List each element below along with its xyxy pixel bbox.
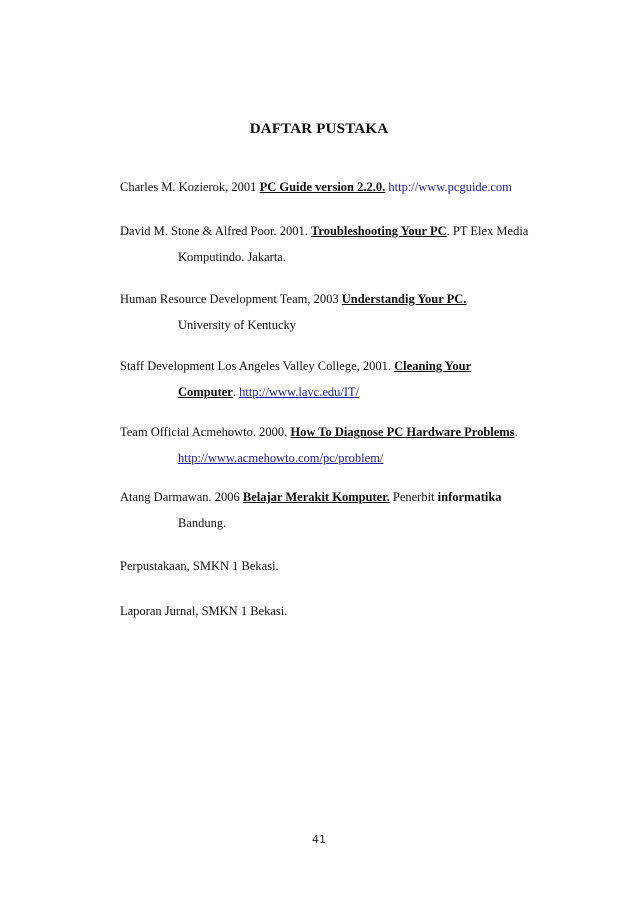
- reference-author: Laporan Jurnal, SMKN 1 Bekasi.: [120, 604, 288, 618]
- reference-punctuation: .: [514, 425, 518, 439]
- reference-author: Atang Darmawan. 2006: [120, 490, 243, 504]
- reference-entry: [120, 553, 560, 579]
- reference-author: Team Official Acmehowto. 2000.: [120, 425, 291, 439]
- reference-title: Troubleshooting Your PC: [310, 224, 447, 238]
- reference-title: Cleaning Your: [394, 359, 472, 373]
- page-number: 41: [312, 833, 326, 846]
- reference-author: Staff Development Los Angeles Valley College, 2001.: [120, 359, 395, 373]
- reference-entry: [120, 353, 560, 405]
- reference-entry: [120, 419, 560, 471]
- reference-author: Charles M. Kozierok, 2001: [120, 180, 260, 194]
- reference-author: Perpustakaan, SMKN 1 Bekasi.: [120, 559, 279, 573]
- reference-entry: [120, 174, 560, 200]
- reference-publisher: . PT Elex Media: [446, 224, 529, 238]
- reference-continuation: [120, 445, 560, 471]
- reference-url-link[interactable]: http://www.pcguide.com: [388, 180, 512, 194]
- reference-title: Understandig Your PC.: [341, 292, 467, 306]
- reference-title: Belajar Merakit Komputer.: [242, 490, 390, 504]
- reference-entry: [120, 218, 560, 270]
- reference-publisher-prefix: Penerbit: [389, 490, 438, 504]
- reference-author: Human Resource Development Team, 2003: [120, 292, 342, 306]
- reference-entry: [120, 286, 560, 338]
- reference-entry: [120, 598, 560, 624]
- reference-url-link[interactable]: http://www.acmehowto.com/pc/problem/: [178, 451, 384, 465]
- reference-url-link[interactable]: http://www.lavc.edu/IT/: [239, 385, 360, 399]
- reference-continuation: [120, 379, 560, 405]
- reference-title: PC Guide version 2.2.0.: [259, 180, 386, 194]
- reference-author: David M. Stone & Alfred Poor. 2001.: [120, 224, 311, 238]
- page-title: DAFTAR PUSTAKA: [249, 121, 389, 137]
- reference-separator: .: [232, 385, 240, 399]
- reference-continuation: Komputindo. Jakarta.: [178, 250, 286, 264]
- reference-entry: [120, 484, 560, 536]
- reference-continuation: University of Kentucky: [178, 318, 297, 332]
- reference-continuation: Bandung.: [178, 516, 227, 530]
- reference-publisher: informatika: [437, 490, 502, 504]
- reference-title: How To Diagnose PC Hardware Problems: [290, 425, 515, 439]
- reference-title-continuation: Computer: [178, 385, 233, 399]
